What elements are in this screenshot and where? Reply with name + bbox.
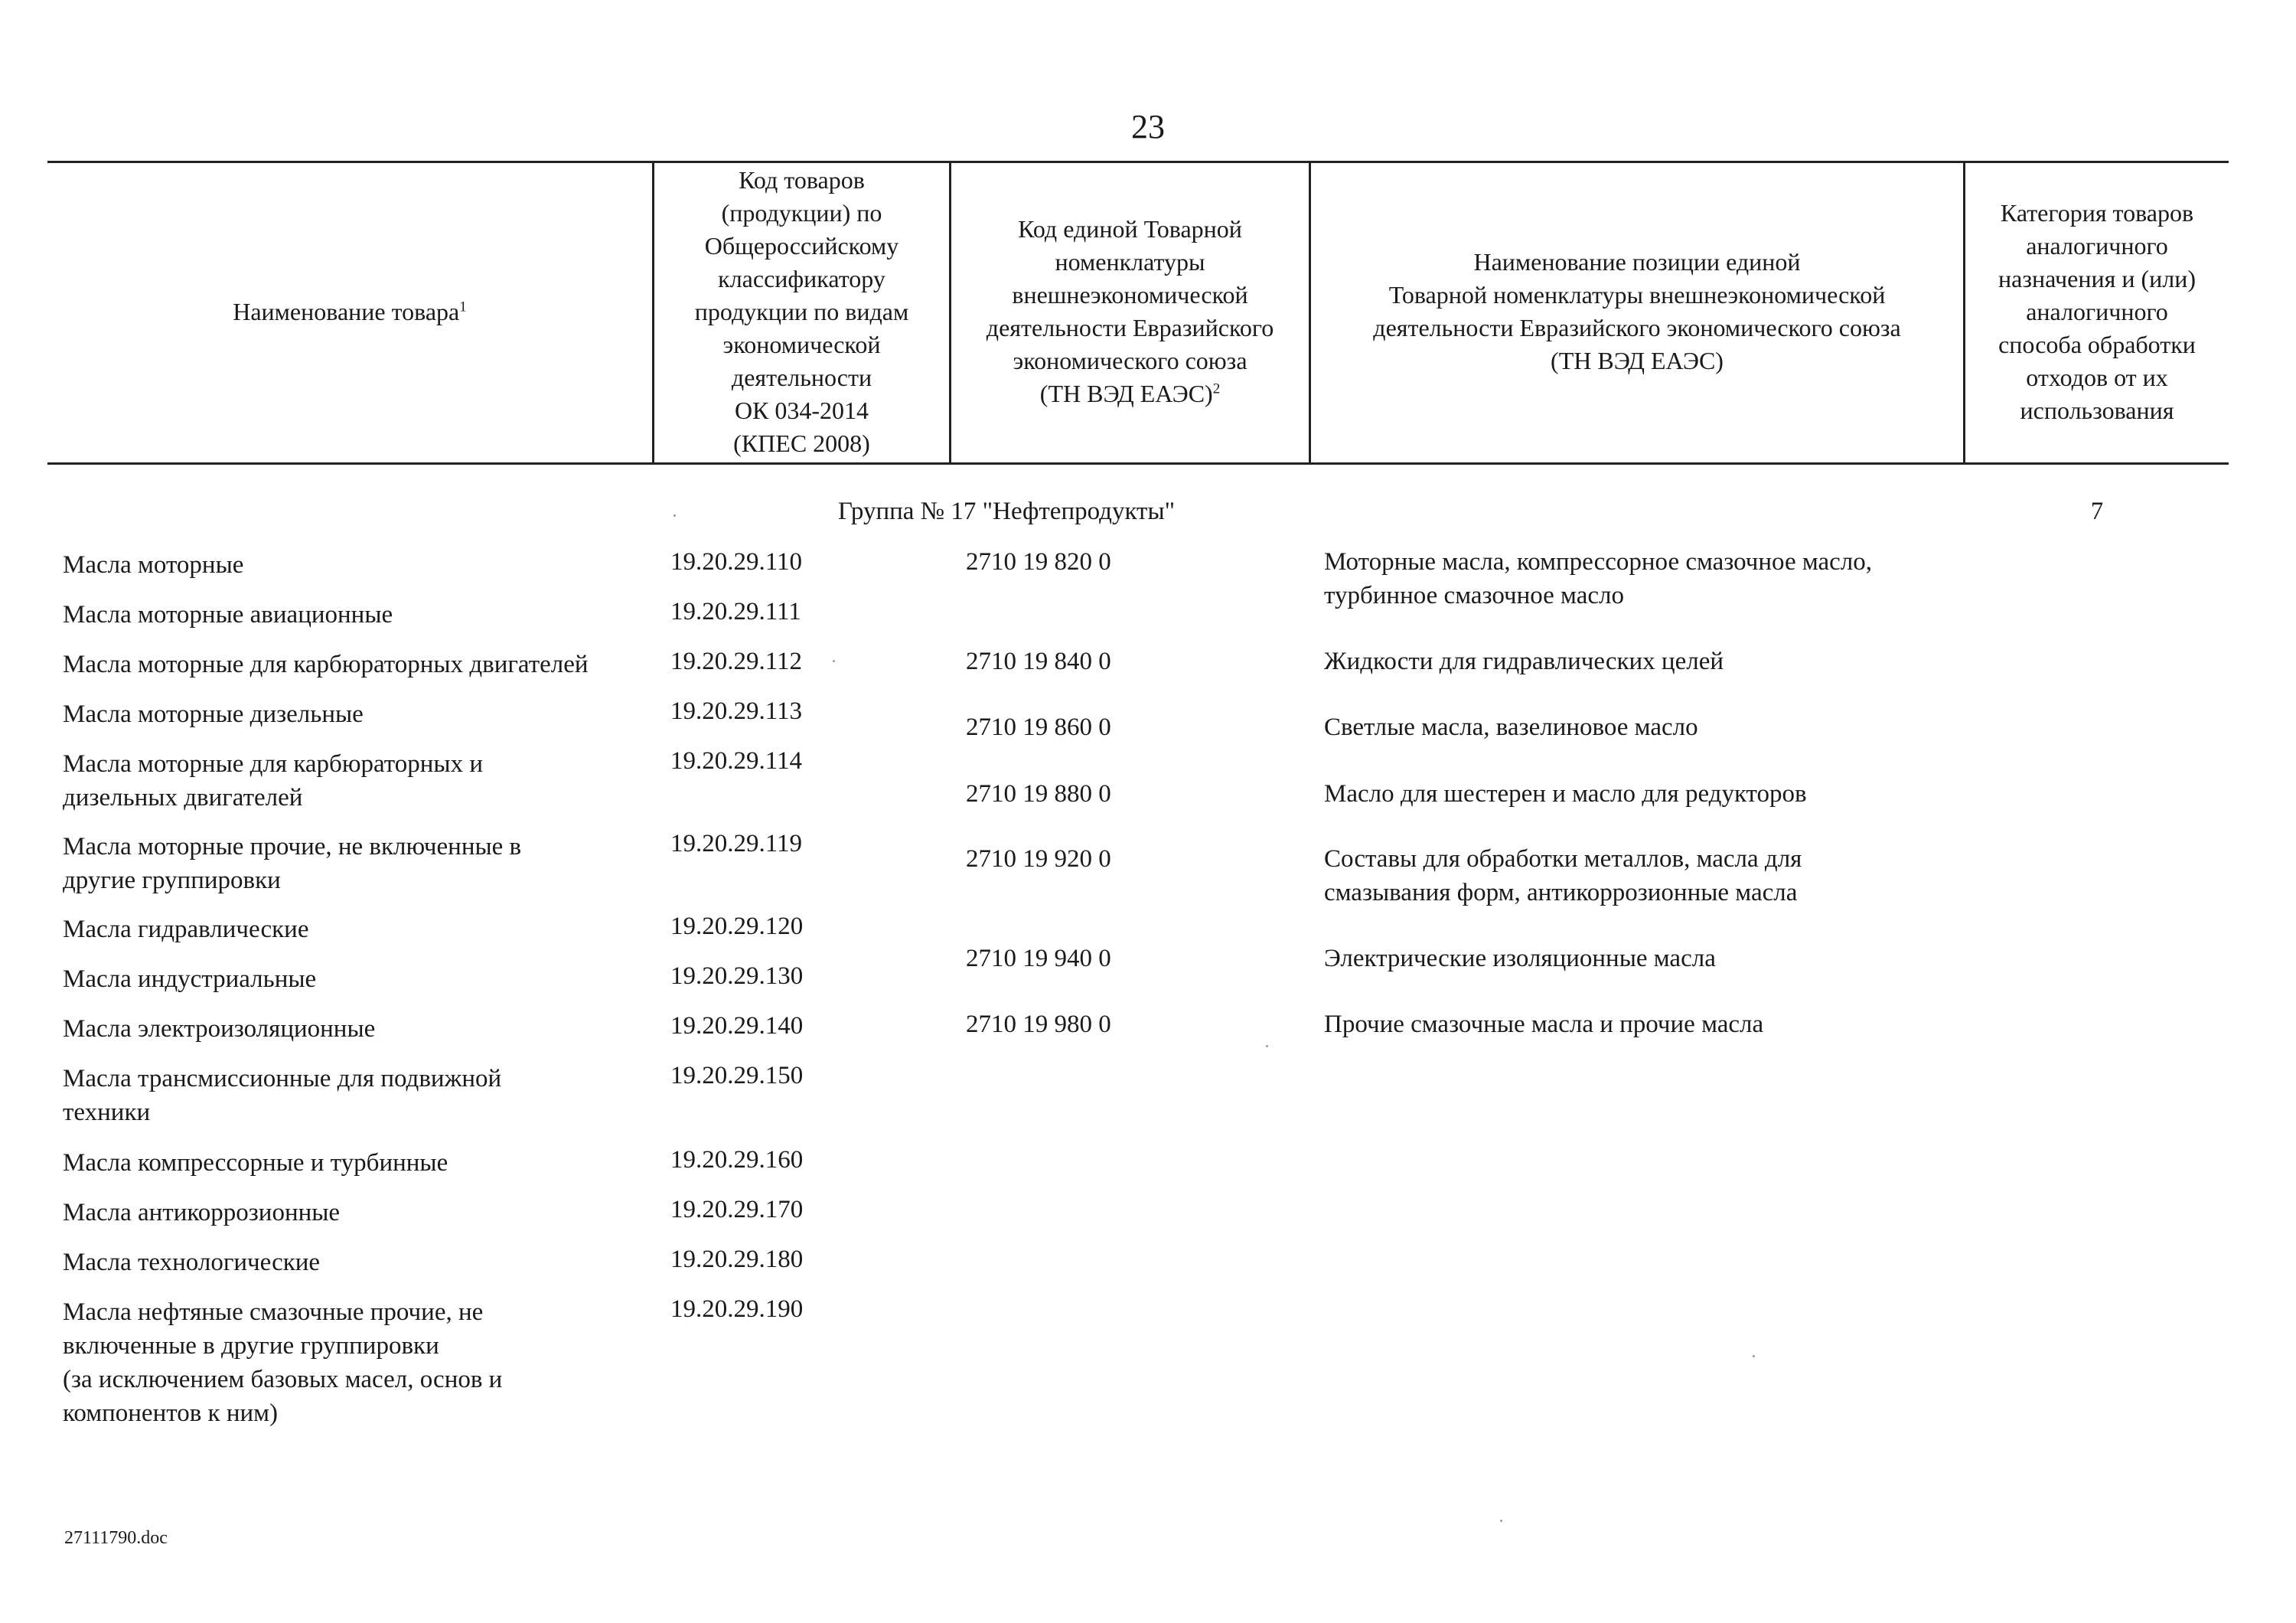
okpd-code: 19.20.29.170 [670,1196,804,1223]
group-category: 7 [2090,498,2104,525]
scan-speck [1266,1045,1268,1047]
tnved-name: Масло для шестерен и масло для редукторов [1324,780,1807,808]
tnved-name: Электрические изоляционные масла [1324,945,1716,972]
okpd-code: 19.20.29.114 [670,747,803,775]
okpd-code: 19.20.29.190 [670,1295,804,1323]
tnved-name: Прочие смазочные масла и прочие масла [1324,1011,1764,1038]
header-tnved-code [951,162,1309,461]
tnved-code: 2710 19 880 0 [966,780,1111,808]
scan-speck [1753,1355,1755,1357]
product-name: Масла моторные для карбюраторных двигателей [63,651,589,678]
product-name: Масла моторные для карбюраторных и дизельных двигателей [63,750,483,812]
tnved-name: Моторные масла, компрессорное смазочное масло, турбинное смазочное масло [1324,548,1873,609]
tnved-code: 2710 19 920 0 [966,845,1111,873]
header-okpd-code: Код товаров (продукции) по Общероссийскому классификатору продукции по видам экономической деятельности ОК 034-2014 (КПЕС 2008) [694,165,909,457]
tnved-name: Светлые масла, вазелиновое масло [1324,714,1698,741]
okpd-code: 19.20.29.119 [670,830,803,857]
tnved-code: 2710 19 820 0 [966,548,1111,576]
okpd-code: 19.20.29.120 [670,913,804,940]
footer-file-name: 27111790.doc [64,1528,168,1548]
header-tnved-name: Наименование позиции единой Товарной номенклатуры внешнеэкономической деятельности Евразийского экономического союза (ТН ВЭД ЕАЭС) [1373,248,1901,374]
header-product-name-text: Наименование товара [233,297,460,325]
header-tnved-code-text: Код единой Товарной номенклатуры внешнеэкономической деятельности Евразийского экономического союза (ТН ВЭД ЕАЭС) [986,215,1274,407]
okpd-code: 19.20.29.140 [670,1012,804,1040]
okpd-code: 19.20.29.130 [670,962,804,990]
scan-speck [673,514,676,517]
page-number: 23 [1131,108,1165,145]
product-name: Масла моторные прочие, не включенные в другие группировки [63,833,522,894]
product-name: Масла моторные авиационные [63,601,393,629]
tnved-code: 2710 19 980 0 [966,1011,1111,1038]
tnved-code: 2710 19 940 0 [966,945,1111,972]
okpd-code: 19.20.29.180 [670,1246,804,1273]
product-name: Масла моторные дизельные [63,700,364,728]
product-name: Масла гидравлические [63,916,309,943]
product-name: Масла антикоррозионные [63,1199,341,1226]
tnved-code: 2710 19 840 0 [966,648,1111,675]
tnved-name: Составы для обработки металлов, масла для смазывания форм, антикоррозионные масла [1324,845,1802,906]
table-header-bottom-rule [47,462,2229,465]
header-product-name [47,162,652,461]
okpd-code: 19.20.29.111 [670,598,801,625]
product-name: Масла индустриальные [63,965,317,993]
okpd-code: 19.20.29.160 [670,1146,804,1174]
product-name: Масла нефтяные смазочные прочие, не включенные в другие группировки (за исключением базовых масел, основ и компонентов к ним) [63,1298,503,1427]
okpd-code: 19.20.29.112 [670,648,803,675]
product-name: Масла технологические [63,1249,321,1276]
okpd-code: 19.20.29.113 [670,697,803,725]
header-waste-category: Категория товаров аналогичного назначения и (или) аналогичного способа обработки отходов от их использования [1998,198,2196,424]
okpd-code: 19.20.29.150 [670,1062,804,1089]
scan-speck [833,660,835,662]
product-name: Масла трансмиссионные для подвижной техники [63,1065,502,1126]
tnved-code: 2710 19 860 0 [966,714,1111,741]
product-name: Масла компрессорные и турбинные [63,1149,448,1177]
scan-speck [1500,1520,1502,1522]
tnved-name: Жидкости для гидравлических целей [1324,648,1724,675]
product-name: Масла моторные [63,551,244,579]
footnote-marker: 1 [459,298,467,315]
okpd-code: 19.20.29.110 [670,548,803,576]
product-name: Масла электроизоляционные [63,1015,376,1043]
footnote-marker: 2 [1212,380,1221,397]
group-title: Группа № 17 "Нефтепродукты" [837,498,1176,525]
